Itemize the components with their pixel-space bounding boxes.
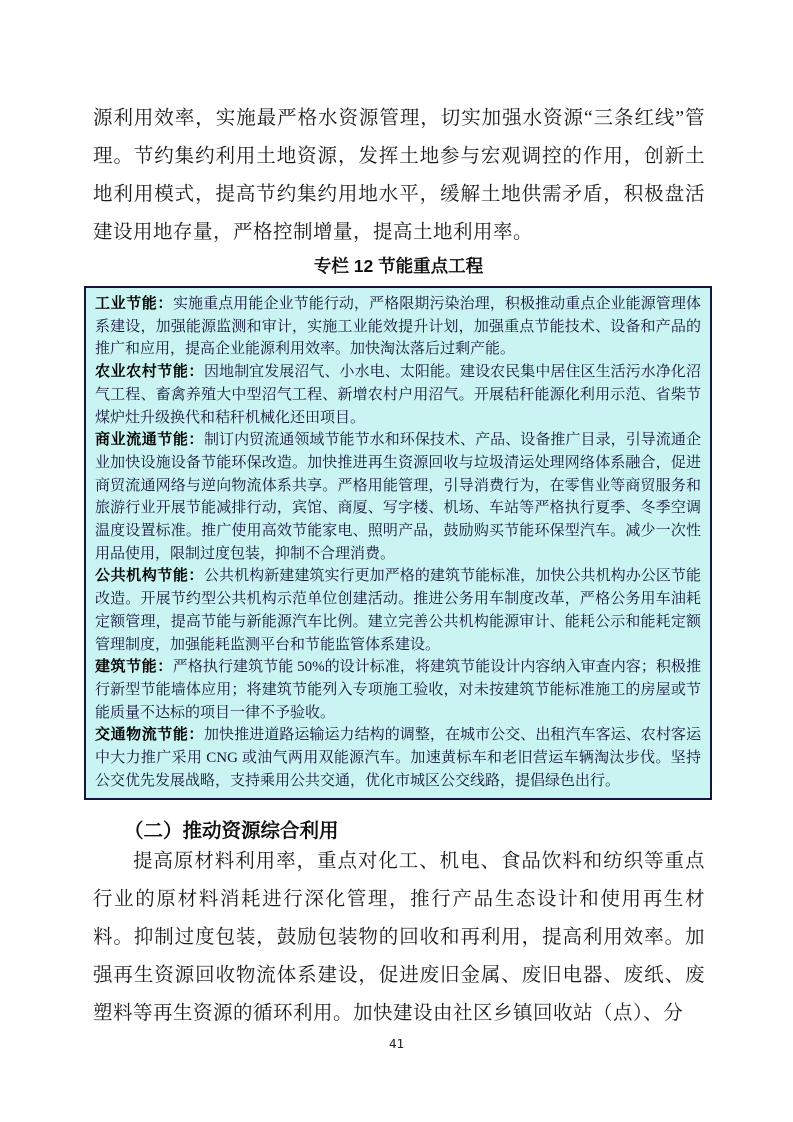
box-section <box>95 565 701 656</box>
box-section-text: 实施重点用能企业节能行动，严格限期污染治理，积极推动重点企业能源管理体系建设，加强能源监测和审计，实施工业能效提升计划，加强重点节能技术、设备和产品的推广和应用，提高企业能源利用效率。加快淘汰落后过剩产能。 <box>95 296 701 358</box>
section-heading: （二）推动资源综合利用 <box>124 820 339 842</box>
box-section <box>95 429 701 565</box>
feature-box <box>84 286 712 800</box>
top-paragraph: 源利用效率，实施最严格水资源管理，切实加强水资源“三条红线”管理。节约集约利用土地资源，发挥土地参与宏观调控的作用，创新土地利用模式，提高节约集约用地水平，缓解土地供需矛盾，积极盘活建设用地存量，严格控制增量，提高土地利用率。 <box>93 108 705 243</box>
box-section-text: 公共机构新建建筑实行更加严格的建筑节能标准，加快公共机构办公区节能改造。开展节约型公共机构示范单位创建活动。推进公务用车制度改革，严格公务用车油耗定额管理，提高节能与新能源汽车比例。建立完善公共机构能源审计、能耗公示和能耗定额管理制度，加强能耗监测平台和节能监管体系建设。 <box>95 568 701 653</box>
box-section-label: 农业农村节能： <box>95 363 204 381</box>
box-section-text: 制订内贸流通领域节能节水和环保技术、产品、设备推广目录，引导流通企业加快设施设备节能环保改造。加快推进再生资源回收与垃圾清运处理网络体系融合，促进商贸流通网络与逆向物流体系共享。严格用能管理，引导消费行为，在零售业等商贸服务和旅游行业开展节能减排行动，宾馆、商厦、写字楼、机场、车站等严格执行夏季、冬季空调温度设置标准。推广使用高效节能家电、照明产品，鼓励购买节能环保型汽车。减少一次性用品使用，限制过度包装，抑制不合理消费。 <box>95 432 701 562</box>
box-section-text: 加快推进道路运输运力结构的调整，在城市公交、出租汽车客运、农村客运中大力推广采用 CNG 或油气两用双能源汽车。加速黄标车和老旧营运车辆淘汰步伐。坚持公交优先发展战略，支持乘用公共交通，优化市城区公交线路，提倡绿色出行。 <box>95 727 701 789</box>
page-number: 41 <box>388 1036 405 1051</box>
box-section-label: 建筑节能： <box>95 658 173 676</box>
box-section <box>95 724 701 792</box>
feature-box-title: 专栏 12 节能重点工程 <box>313 256 484 276</box>
box-section-label: 工业节能： <box>95 295 173 312</box>
box-section-label: 交通物流节能： <box>95 726 204 744</box>
box-section-label: 公共机构节能： <box>95 567 204 585</box>
box-section <box>95 656 701 724</box>
box-sections <box>95 293 701 792</box>
box-section <box>95 361 701 429</box>
box-section-text: 因地制宜发展沼气、小水电、太阳能。建设农民集中居住区生活污水净化沼气工程、畜禽养殖大中型沼气工程、新增农村户用沼气。开展秸秆能源化利用示范、省柴节煤炉灶升级换代和秸秆机械化还田项目。 <box>95 364 701 426</box>
box-section <box>95 293 701 361</box>
box-section-text: 严格执行建筑节能 50%的设计标准，将建筑节能设计内容纳入审查内容；积极推行新型节能墙体应用；将建筑节能列入专项施工验收，对未按建筑节能标准施工的房屋或节能质量不达标的项目一律不予验收。 <box>95 659 701 721</box>
box-section-label: 商业流通节能： <box>95 431 204 449</box>
bottom-paragraph: 提高原材料利用率，重点对化工、机电、食品饮料和纺织等重点行业的原材料消耗进行深化管理，推行产品生态设计和使用再生材料。抑制过度包装，鼓励包装物的回收和再利用，提高利用效率。加强再生资源回收物流体系建设，促进废旧金属、废旧电器、废纸、废塑料等再生资源的循环利用。加快建设由社区乡镇回收站（点）、分 <box>93 851 705 1024</box>
